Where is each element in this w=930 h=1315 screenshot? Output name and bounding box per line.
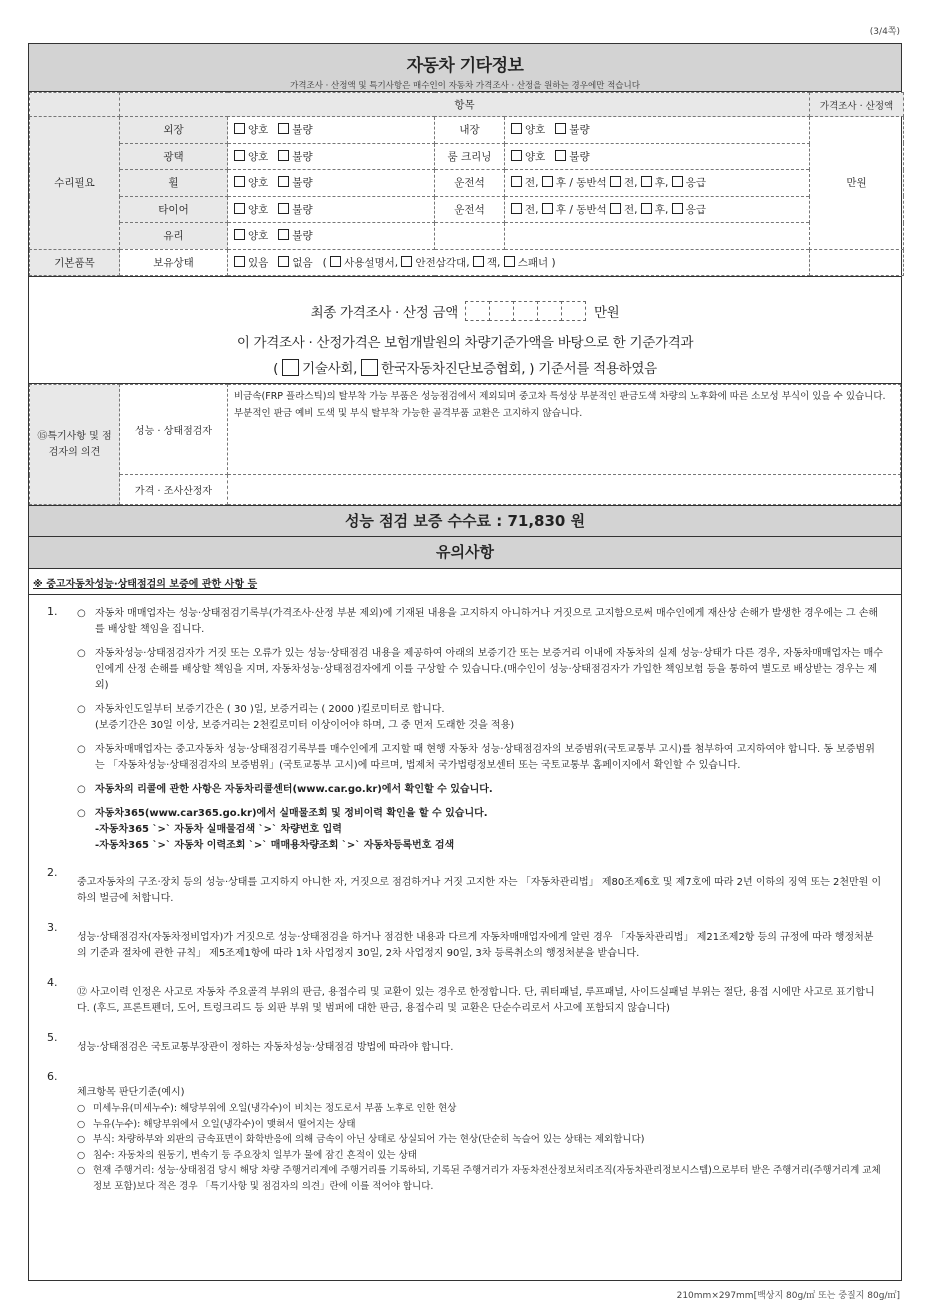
checkbox[interactable] <box>234 123 245 134</box>
checkbox[interactable] <box>555 150 566 161</box>
cleaning-good-option[interactable]: 양호 <box>511 151 545 163</box>
note-item: ○ 자동차365(www.car365.go.kr)에서 실매물조회 및 정비이력 확인을 할 수 있습니다. <box>77 806 883 822</box>
circle-bullet-icon: ○ <box>77 808 86 819</box>
note-item: ○ 자동차인도일부터 보증기간은 ( 30 )일, 보증거리는 ( 2000 )킬로미터로 합니다. <box>77 702 883 718</box>
note-item: ○ 미세누유(미세누수): 해당부위에 오일(냉각수)이 비치는 정도로서 부품 노후로 인한 현상 <box>77 1101 883 1117</box>
wheel-bad-option[interactable]: 불량 <box>278 177 312 189</box>
row-label: 룸 크리닝 <box>435 143 505 170</box>
note-text: ⑫ 사고이력 인정은 사고로 자동차 주요골격 부위의 판금, 용접수리 및 교환이 있는 경우로 한정합니다. 단, 쿼터패널, 루프패널, 사이드실패널 부위는 절단, 용접 시에만 사고로 표기합니다. (후드, 프론트펜더, 도어, 트렁크리드 등 외판 부위 및 범퍼에 대한 판금, 용접수리 및 교환은 단순수리로서 사고에 포함되지 않습니다) <box>77 987 875 1014</box>
note-item: ○ 침수: 자동차의 원동기, 변속기 등 주요장치 일부가 물에 잠긴 흔적이 있는 상태 <box>77 1148 883 1164</box>
info-table: 항목 가격조사 · 산정액 수리필요 외장 양호 불량 내장 양호 불량 만원 광택 양호 불량 룸 크리닝 양호 불량 휠 양호 불량 운전석 전, 후 / 동반석 전, 후, 응급 타이어 양호 불량 운전석 전, 후 / 동반석 전, 후, 응급 유리 양호 불량 기본품목 보유상태 있음 없음 ( 사용설명서, 안전삼각대, 잭, 스패너 ) <box>29 92 904 276</box>
checkbox[interactable] <box>473 256 484 267</box>
checkbox[interactable] <box>511 203 522 214</box>
notes-title: 유의사항 <box>29 537 901 569</box>
checkbox[interactable] <box>511 123 522 134</box>
note-subtext: (보증기간은 30일 이상, 보증거리는 2천킬로미터 이상이어야 하며, 그 중 먼저 도래한 것을 적용) <box>95 720 515 731</box>
checkbox[interactable] <box>278 256 289 267</box>
note-number: 1. <box>47 605 58 618</box>
note-text: 성능·상태점검은 국토교통부장관이 정하는 자동차성능·상태점검 방법에 따라야 합니다. <box>77 1042 454 1053</box>
final-price-line: 최종 가격조사 · 산정 금액 만원 <box>29 301 901 325</box>
gloss-bad-option[interactable]: 불량 <box>278 151 312 163</box>
note-number: 4. <box>47 976 58 989</box>
note-item: ○ 누유(누수): 해당부위에서 오일(냉각수)이 맺혀서 떨어지는 상태 <box>77 1117 883 1133</box>
checkbox[interactable] <box>555 123 566 134</box>
checkbox[interactable] <box>234 203 245 214</box>
row-label: 유리 <box>120 223 228 250</box>
standard-options-line: ( 기술사회, 한국자동차진단보증협회, ) 기준서를 적용하였음 <box>273 361 657 377</box>
price-basis-line: 이 가격조사 · 산정가격은 보험개발원의 차량기준가액을 바탕으로 한 기준가격과 <box>236 335 694 351</box>
interior-good-option[interactable]: 양호 <box>511 124 545 136</box>
note-number: 3. <box>47 921 58 934</box>
inspector-label: 성능 · 상태점검자 <box>120 385 228 475</box>
repair-needed-label: 수리필요 <box>30 117 120 250</box>
tire-good-option[interactable]: 양호 <box>234 204 268 216</box>
note-text: 체크항목 판단기준(예시) <box>77 1087 185 1098</box>
glass-bad-option[interactable]: 불량 <box>278 230 312 242</box>
checkbox[interactable] <box>641 176 652 187</box>
circle-bullet-icon: ○ <box>77 1134 86 1145</box>
row-label: 외장 <box>120 117 228 144</box>
price-input-boxes[interactable] <box>466 301 586 325</box>
row-label: 내장 <box>435 117 505 144</box>
exterior-bad-option[interactable]: 불량 <box>278 124 312 136</box>
checkbox[interactable] <box>234 229 245 240</box>
checkbox[interactable] <box>672 203 683 214</box>
checkbox[interactable] <box>278 123 289 134</box>
glass-good-option[interactable]: 양호 <box>234 230 268 242</box>
page-subtitle: 가격조사 · 산정액 및 특기사항은 매수인이 자동차 가격조사 · 산정을 원하는 경우에만 적습니다 <box>290 81 640 91</box>
note-item: ○ 부식: 차량하부와 외판의 금속표면이 화학반응에 의해 금속이 아닌 상태로 상실되어 가는 현상(단순히 녹슬어 있는 상태는 제외합니다) <box>77 1132 883 1148</box>
row-label: 휠 <box>120 170 228 197</box>
circle-bullet-icon: ○ <box>77 608 86 619</box>
price-unit: 만원 <box>810 117 904 250</box>
checkbox[interactable] <box>610 203 621 214</box>
checkbox[interactable] <box>234 150 245 161</box>
note-item: ○ 자동차의 리콜에 관한 사항은 자동차리콜센터(www.car.go.kr)에서 확인할 수 있습니다. <box>77 782 883 798</box>
exterior-good-option[interactable]: 양호 <box>234 124 268 136</box>
circle-bullet-icon: ○ <box>77 1165 86 1176</box>
circle-bullet-icon: ○ <box>77 704 86 715</box>
checkbox[interactable] <box>278 229 289 240</box>
checkbox[interactable] <box>542 176 553 187</box>
opinion-table <box>29 384 901 505</box>
checkbox[interactable] <box>278 150 289 161</box>
note-item: ○ 자동차매매업자는 중고자동차 성능·상태점검기록부를 매수인에게 고지할 때 현행 자동차 성능·상태점검자의 보증범위(국토교통부 고시)를 첨부하여 고지하여야 합니다. 동 보증범위는 「자동차성능·상태점검자의 보증범위」(국토교통부 고시)에 따르며, 법제처 국가법령정보센터 또는 국토교통부 홈페이지에서 확인할 수 있습니다. <box>77 742 883 774</box>
row-label: 타이어 <box>120 196 228 223</box>
circle-bullet-icon: ○ <box>77 1149 86 1161</box>
page-number: (3/4쪽) <box>869 27 900 37</box>
checkbox[interactable] <box>234 256 245 267</box>
checkbox[interactable] <box>511 176 522 187</box>
note-text: 중고자동차의 구조·장치 등의 성능·상태를 고지하지 아니한 자, 거짓으로 점검하거나 거짓 고지한 자는 「자동차관리법」 제80조제6호 및 제7호에 따라 2년 이하의 징역 또는 2천만원 이하의 벌금에 처합니다. <box>77 877 882 904</box>
checkbox[interactable] <box>542 203 553 214</box>
price-checker-label: 가격 · 조사산정자 <box>120 475 228 505</box>
checkbox[interactable] <box>278 203 289 214</box>
note-subtext: -자동차365 `>` 자동차 이력조회 `>` 매매용차량조회 `>` 자동차등록번호 검색 <box>95 840 455 851</box>
notes-body <box>29 605 901 1194</box>
price-checker-opinion-text[interactable] <box>228 475 901 505</box>
checkbox[interactable] <box>361 359 378 376</box>
cleaning-bad-option[interactable]: 불량 <box>555 151 589 163</box>
row-label: 운전석 <box>435 170 505 197</box>
row-label: 광택 <box>120 143 228 170</box>
circle-bullet-icon: ○ <box>77 648 86 659</box>
checkbox[interactable] <box>282 359 299 376</box>
paper-spec: 210mm×297mm[백상지 80g/㎡ 또는 중질지 80g/㎡] <box>676 1291 900 1301</box>
note-item: ○ 현재 주행거리: 성능·상태점검 당시 해당 차량 주행거리계에 주행거리를 기록하되, 기록된 주행거리가 자동차전산정보처리조직(자동차관리정보시스템)으로부터 받은 주행거리(주행거리계 교체정보 포함)보다 적은 경우 「특기사항 및 점검자의 의견」란에 이를 적어야 합니다. <box>77 1163 883 1194</box>
note-number: 6. <box>47 1070 58 1083</box>
interior-bad-option[interactable]: 불량 <box>555 124 589 136</box>
checkbox[interactable] <box>672 176 683 187</box>
circle-bullet-icon: ○ <box>77 1103 86 1114</box>
checkbox[interactable] <box>641 203 652 214</box>
circle-bullet-icon: ○ <box>77 1118 86 1130</box>
circle-bullet-icon: ○ <box>77 744 86 755</box>
opinion-label: ⑮특기사항 및 점검자의 의견 <box>30 385 120 505</box>
document-frame <box>28 43 902 1281</box>
possession-label: 보유상태 <box>120 249 228 276</box>
note-number: 5. <box>47 1031 58 1044</box>
wheel-good-option[interactable]: 양호 <box>234 177 268 189</box>
gloss-good-option[interactable]: 양호 <box>234 151 268 163</box>
checkbox[interactable] <box>278 176 289 187</box>
header-blank <box>30 93 120 117</box>
row-label: 운전석 <box>435 196 505 223</box>
warranty-fee: 성능 점검 보증 수수료 : 71,830 원 <box>29 505 901 537</box>
basic-items-label: 기본품목 <box>30 249 120 276</box>
note-subtext: -자동차365 `>` 자동차 실매물검색 `>` 차량번호 입력 <box>95 824 342 835</box>
note-item: ○ 자동차성능·상태점검자가 거짓 또는 오류가 있는 성능·상태점검 내용을 제공하여 아래의 보증기간 또는 보증거리 이내에 자동차의 실제 성능·상태가 다른 경우, 자동차매매업자는 매수인에게 산정 손해를 배상할 책임을 지며, 자동차성능·상태점검자에게 이를 구상할 수 있습니다.(매수인이 성능·상태점검자가 가입한 책임보험 등을 통하여 별도로 배상받는 경우는 제외) <box>77 646 883 694</box>
header-item: 항목 <box>120 93 810 117</box>
page-title: 자동차 기타정보 <box>406 56 524 76</box>
checkbox[interactable] <box>610 176 621 187</box>
checkbox[interactable] <box>330 256 341 267</box>
checkbox[interactable] <box>401 256 412 267</box>
circle-bullet-icon: ○ <box>77 784 86 795</box>
note-text: 성능·상태점검자(자동차정비업자)가 거짓으로 성능·상태점검을 하거나 점검한 내용과 다르게 자동차매매업자에게 알린 경우 「자동차관리법」 제21조제2항 등의 규정에 따라 행정처분의 기준과 절차에 관한 규칙」 제5조제1항에 따라 1차 사업정지 30일, 2차 사업정지 90일, 3차 등록취소의 행정처분을 받습니다. <box>77 932 874 959</box>
title-bar <box>29 44 901 92</box>
checkbox[interactable] <box>234 176 245 187</box>
note-number: 2. <box>47 866 58 879</box>
header-price: 가격조사 · 산정액 <box>810 93 904 117</box>
final-price-block <box>29 276 901 384</box>
notes-heading: ※ 중고자동차성능·상태점검의 보증에 관한 사항 등 <box>29 569 901 595</box>
inspector-opinion-text[interactable]: 비금속(FRP 플라스틱)의 탈부착 가능 부품은 성능점검에서 제외되며 중고차 특성상 부분적인 판금도색 차량의 노후화에 따른 소모성 부식이 있을 수 있습니다. 부분적인 판금 예비 도색 및 부식 탈부착 가능한 골격부품 교환은 고지하지 않습니다. <box>228 385 901 475</box>
note-item: ○ 자동차 매매업자는 성능·상태점검기록부(가격조사·산정 부분 제외)에 기재된 내용을 고지하지 아니하거나 거짓으로 고지함으로써 매수인에게 재산상 손해가 발생한 경우에는 그 손해를 배상할 책임을 집니다. <box>77 606 883 638</box>
checkbox[interactable] <box>511 150 522 161</box>
checkbox[interactable] <box>504 256 515 267</box>
tire-bad-option[interactable]: 불량 <box>278 204 312 216</box>
